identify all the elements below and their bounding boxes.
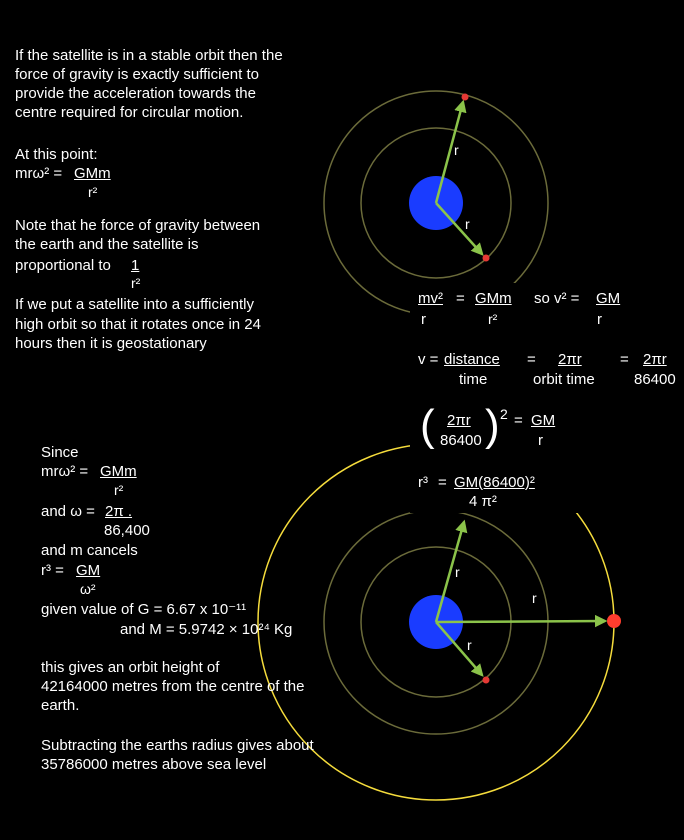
result-line-2: 42164000 metres from the centre of the [41,678,305,695]
square-exp: 2 [500,406,508,422]
since-label: Since [41,444,79,461]
v-time: time [459,371,488,388]
eq-equals: = [456,290,465,307]
v-equals-2: = [620,351,629,368]
eq-gmm: GMm [475,290,512,307]
prop-den: r² [131,275,141,291]
eq-r-den2: r [597,311,602,328]
force-eq-num: GMm [74,165,111,182]
open-paren: ( [420,401,435,450]
force-eq-den: r² [88,184,98,200]
given-m: and M = 5.9742 × 10²⁴ Kg [120,621,293,638]
given-g: given value of G = 6.67 x 10⁻¹¹ [41,601,247,618]
intro-line-4: centre required for circular motion. [15,104,244,121]
geo-line-2: high orbit so that it rotates once in 24 [15,316,261,333]
v-eq-left: v = [418,351,439,368]
r3-den: 4 π² [469,493,497,510]
radius-label: r [455,564,460,580]
eq-r-den: r [421,311,426,328]
omega-left: and ω = [41,503,95,520]
geostationary-satellite [607,614,621,628]
at-point-label: At this point: [15,146,98,163]
v-equals-1: = [527,351,536,368]
b-r3-num: GM [76,562,101,579]
v-twopir: 2πr [558,351,582,368]
satellite-inner [483,255,490,262]
b-eq-left: mrω² = [41,463,89,480]
paren-equals: = [514,412,523,429]
r3-equals: = [438,474,447,491]
b-eq-den: r² [114,482,124,498]
result-line-1: this gives an orbit height of [41,659,220,676]
r3-num: GM(86400)² [454,474,535,491]
satellite-inner [483,677,490,684]
note-line-2: the earth and the satellite is [15,236,199,253]
radius-label: r [465,216,470,232]
satellite-outer [462,94,469,101]
b-eq-num: GMm [100,463,137,480]
v-twopir-2: 2πr [643,351,667,368]
paren-r: r [538,432,543,449]
subtract-line-2: 35786000 metres above sea level [41,756,267,773]
result-line-3: earth. [41,697,80,714]
b-r3-den: ω² [80,581,96,597]
eq-so-v2: so v² = [534,290,580,307]
b-r3-left: r³ = [41,562,64,579]
top-orbit-diagram [324,91,548,315]
m-cancels: and m cancels [41,542,138,559]
subtract-line-1: Subtracting the earths radius gives about [41,737,314,754]
intro-line-2: force of gravity is exactly sufficient to [15,66,259,83]
r3-left: r³ [418,474,428,491]
note-line-3: proportional to [15,257,111,274]
intro-line-3: provide the acceleration towards the [15,85,256,102]
v-orbit-time: orbit time [533,371,595,388]
intro-line-1: If the satellite is in a stable orbit then the [15,47,283,64]
paren-gm: GM [531,412,556,429]
geo-line-3: hours then it is geostationary [15,335,207,352]
close-paren: ) [485,401,500,450]
force-eq-left: mrω² = [15,165,63,182]
eq-r2-den: r² [488,311,498,327]
prop-num: 1 [131,257,140,274]
v-period: 86400 [634,371,676,388]
note-line-1: Note that he force of gravity between [15,217,261,234]
eq-gm: GM [596,290,621,307]
radius-label: r [532,590,537,606]
eq-mv2: mv² [418,290,443,307]
geo-line-1: If we put a satellite into a sufficiently [15,296,255,313]
omega-num: 2π . [105,503,133,520]
equation-backdrop [410,283,684,513]
paren-num: 2πr [447,412,471,429]
radius-label: r [454,142,459,158]
radius-vector-geo [436,621,605,622]
omega-den: 86,400 [104,522,150,539]
radius-label: r [467,637,472,653]
v-distance: distance [444,351,500,368]
paren-den: 86400 [440,432,482,449]
